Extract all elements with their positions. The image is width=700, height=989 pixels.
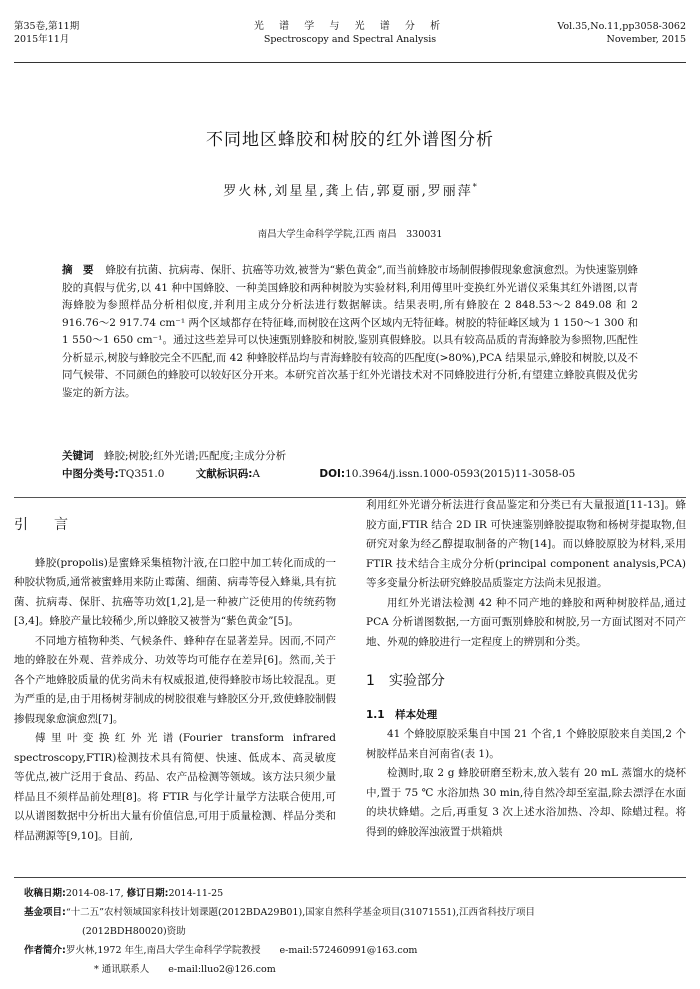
keywords-text: 蜂胶;树胶;红外光谱;匹配度;主成分分析 xyxy=(104,450,287,462)
right-column xyxy=(366,496,686,842)
intro-paragraph-3: 傅里叶变换红外光谱(Fourier transform infrared spectroscopy,FTIR)检测技术具有简便、快速、低成本、高灵敏度等优点,被广泛用于食品、药品、农产品检测等领域。该方法只须少量样品且不须样品前处理[8]。将 FTIR 与化学计量学方法联合使用,可以从谱图数据中分析出大量有价值信息,可用于质量检测、样品分类和样品溯源等[9,10]。目前, xyxy=(14,732,336,842)
corresponding-mark: * xyxy=(472,182,477,192)
affiliation: 南昌大学生命科学学院,江西 南昌 330031 xyxy=(257,229,443,240)
footnotes xyxy=(24,884,676,979)
keywords-line xyxy=(62,447,638,465)
author-bio-line xyxy=(24,941,676,960)
author-names: 罗火林,刘星星,龚上佶,郭夏丽,罗丽萍 xyxy=(223,184,473,199)
classification-line xyxy=(62,465,638,483)
intro-paragraph-1: 蜂胶(propolis)是蜜蜂采集植物汁液,在口腔中加工转化而成的一种胶状物质,通常被蜜蜂用来防止霉菌、细菌、病毒等侵入蜂巢,具有抗菌、抗病毒、保肝、抗癌等功效[1,2],是一种被广泛使用的传统药物[3,4]。蜂胶产量比较稀少,所以蜂胶又被誉为“紫色黄金”[5]。 xyxy=(14,556,336,627)
section-1-heading: 1 实验部分 xyxy=(366,673,445,689)
month-year: November, 2015 xyxy=(606,34,686,45)
paper-title: 不同地区蜂胶和树胶的红外谱图分析 xyxy=(206,130,494,150)
fund-line xyxy=(24,903,676,922)
fund-label: 基金项目: xyxy=(24,907,66,918)
abstract-text: 蜂胶有抗菌、抗病毒、保肝、抗癌等功效,被誉为“紫色黄金”,而当前蜂胶市场制假掺假现象愈演愈烈。为快速鉴别蜂胶的真假与优劣,以 41 种中国蜂胶、一种美国蜂胶和两种树胶为实验材料,利用傅里叶变换红外光谱仪采集其红外谱图,以青海蜂胶为参照样品分析相似度,并利用主成分分析法进行数据解读。结果表明,所有蜂胶在 2 848.53～2 849.08 和 2 916.76～2 917.74 cm⁻¹ 两个区域都存在特征峰,而树胶在这两个区域内无特征峰。树胶的特征峰区域为 1 150～1 300 和 1 550～1 650 cm⁻¹。通过这些差异可以快速甄别蜂胶和树胶,鉴别真假蜂胶。以具有较高品质的青海蜂胶为参照物,匹配性分析显示,树胶与蜂胶完全不匹配,而 42 种蜂胶样品均与青海蜂胶有较高的匹配度(>80%),PCA 结果显示,蜂胶和树胶,以及不同气候带、不同颜色的蜂胶可以较好区分开来。本研究首次基于红外光谱技术对不同蜂胶进行分析,有望建立蜂胶真假及优劣鉴定的新方法。 xyxy=(62,264,639,399)
left-column xyxy=(14,512,336,846)
abstract xyxy=(62,262,638,402)
dates-line xyxy=(24,884,676,903)
section-1-paragraph-2: 检测时,取 2 g 蜂胶研磨至粉末,放入装有 20 mL 蒸馏水的烧杯中,置于 75 ℃ 水浴加热 30 min,待自然冷却至室温,除去漂浮在水面的块状蜂蜡。之后,再重复 3 次上述水浴加热、冷却、除蜡过程。将得到的蜂胶浑浊液置于烘箱烘 xyxy=(366,767,686,838)
revised-label: 修订日期: xyxy=(126,888,169,899)
doc-code-label: 文献标识码: xyxy=(195,468,253,480)
keywords-block xyxy=(62,447,638,483)
corresponding-author: * 通讯联系人 e-mail:lluo2@126.com xyxy=(94,964,276,975)
journal-name-en: Spectroscopy and Spectral Analysis xyxy=(263,34,437,45)
volume-issue: 第35卷,第11期 xyxy=(14,21,80,32)
vol-pages: Vol.35,No.11,pp3058-3062 xyxy=(557,21,686,32)
doi-value: 10.3964/j.issn.1000-0593(2015)11-3058-05 xyxy=(345,468,576,480)
running-header xyxy=(14,20,686,60)
subsection-1-1-heading: 1.1 样本处理 xyxy=(366,708,438,721)
fund-line-2: (2012BDH80020)资助 xyxy=(82,926,186,937)
journal-pages xyxy=(557,20,686,46)
intro-heading: 引 言 xyxy=(14,517,74,533)
intro-paragraph-4: 用红外光谱法检测 42 种不同产地的蜂胶和两种树胶样品,通过 PCA 分析谱图数据,一方面可甄别蜂胶和树胶,另一方面试图对不同产地、外观的蜂胶进行一定程度上的辨别和分类。 xyxy=(366,596,686,648)
intro-paragraph-2: 不同地方植物种类、气候条件、蜂种存在显著差异。因而,不同产地的蜂胶在外观、营养成分、功效等均可能存在差异[6]。然而,关于各个产地蜂胶质量的优劣尚未有权威报道,使得蜂胶市场比较混乱。更为严重的是,由于用杨树芽制成的树胶很难与蜂胶区分开,致使蜂胶制假掺假现象愈演愈烈[7]。 xyxy=(14,634,336,725)
author-list xyxy=(0,180,700,199)
doi-label: DOI: xyxy=(319,468,346,480)
revised-date: 2014-11-25 xyxy=(168,888,224,899)
section-1-paragraph-1: 41 个蜂胶原胶采集自中国 21 个省,1 个蜂胶原胶来自美国,2 个树胶样品来自河南省(表 1)。 xyxy=(366,728,686,760)
intro-paragraph-3-continued: 利用红外光谱分析法进行食品鉴定和分类已有大量报道[11-13]。蜂胶方面,FTIR 结合 2D IR 可快速鉴别蜂胶提取物和杨树芽提取物,但研究对象为经乙醇提取制备的产物[14]。而以蜂胶原胶为材料,采用 FTIR 技术结合主成分分析(principal component analysis,PCA)等多变量分析法研究蜂胶品质鉴定方法尚未见报道。 xyxy=(366,499,686,589)
journal-name-cn: 光 谱 学 与 光 谱 分 析 xyxy=(253,21,447,32)
issue-date: 2015年11月 xyxy=(14,34,70,45)
keywords-label: 关键词 xyxy=(62,450,94,462)
received-date: 2014-08-17, xyxy=(65,888,124,899)
received-label: 收稿日期: xyxy=(24,888,66,899)
fund-text: “十二五”农村领域国家科技计划课题(2012BDA29B01),国家自然科学基金项目(31071551),江西省科技厅项目 xyxy=(65,907,536,918)
doc-code-value: A xyxy=(252,468,261,480)
clc-label: 中图分类号: xyxy=(62,468,119,480)
clc-value: TQ351.0 xyxy=(118,468,165,480)
footnote-rule xyxy=(14,877,686,878)
abstract-label: 摘 要 xyxy=(62,264,94,276)
author-bio-label: 作者简介: xyxy=(24,945,66,956)
header-rule xyxy=(14,62,686,63)
author-bio-text: 罗火林,1972 年生,南昌大学生命科学学院教授 e-mail:572460991@163.com xyxy=(65,945,418,956)
